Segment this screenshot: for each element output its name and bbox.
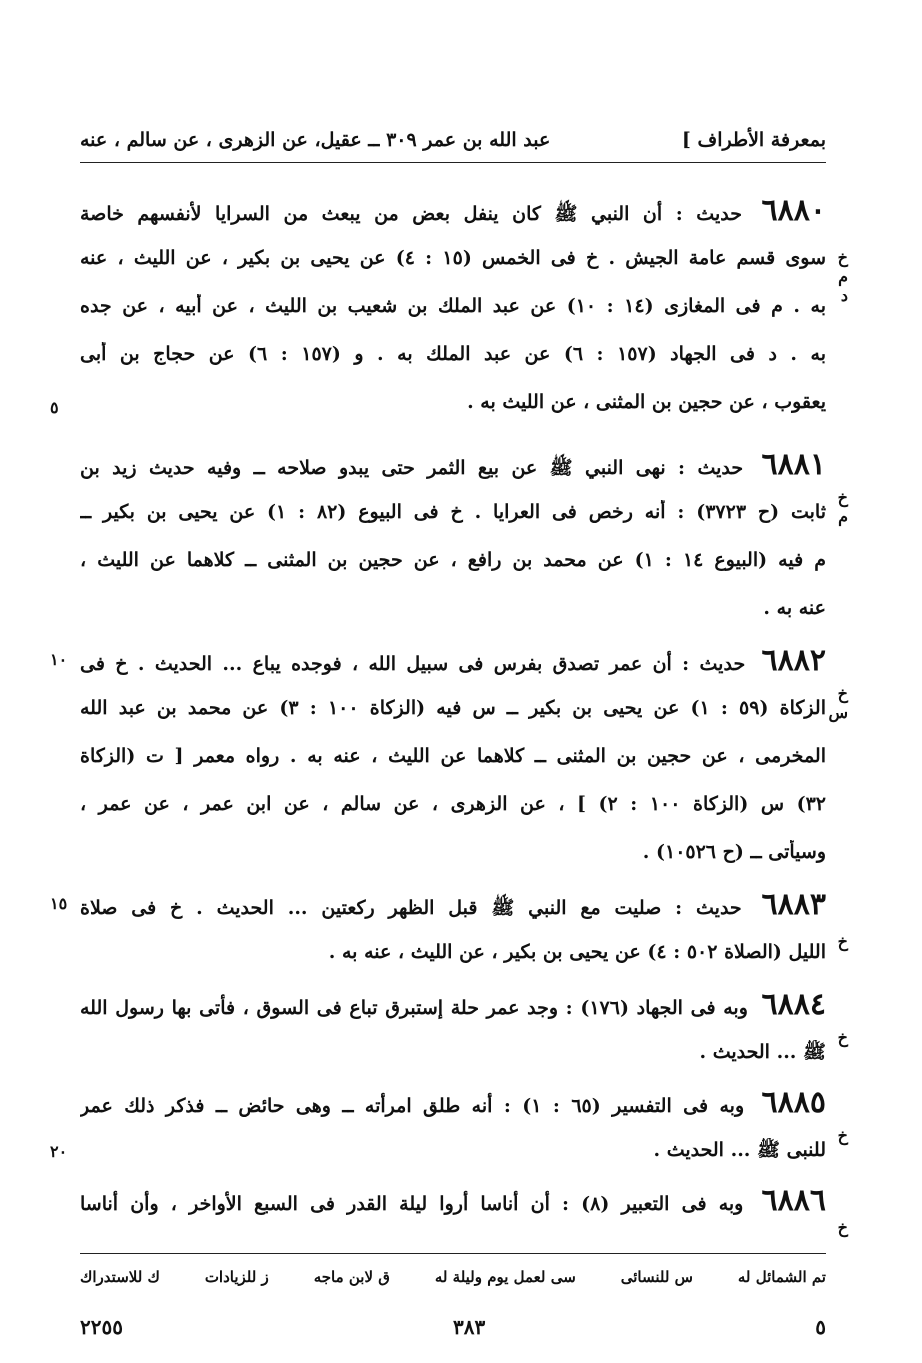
entry-sigla: خ م: [837, 488, 848, 526]
sigla-key-item: ز للزيادات: [204, 1268, 269, 1286]
entry-sigla: خ: [837, 1028, 848, 1047]
running-header: [80, 120, 826, 160]
sigla-key-item: سى لعمل يوم وليلة له: [434, 1268, 576, 1286]
entry-number: ٦٨٨٠: [761, 198, 826, 228]
page-number: ٣٨٣: [452, 1315, 486, 1339]
hadith-entry: [80, 198, 848, 438]
entry-line: به . م فى المغازى (١٤ : ١٠) عن عبد الملك بن شعيب بن الليث ، عن أبيه ، عن جده: [80, 295, 826, 317]
entry-line: به . د فى الجهاد (١٥٧ : ٦) عن عبد الملك به . و (١٥٧ : ٦) عن حجاج بن أبى: [80, 343, 826, 365]
margin-line-number: ٥: [50, 398, 59, 417]
sigla-key-item: تم الشمائل له: [737, 1268, 826, 1286]
entry-line: ٣٢) س (الزكاة ١٠٠ : ٢) ] ، عن الزهرى ، عن سالم ، عن ابن عمر ، عن عمر ،: [80, 793, 826, 815]
volume-page-number: ٢٢٥٥: [80, 1315, 123, 1339]
entry-sigla: خ: [837, 1126, 848, 1145]
sigla-key-item: ق لابن ماجه: [313, 1268, 390, 1286]
page-footer: [80, 1312, 826, 1342]
entry-sigla: خ: [837, 932, 848, 951]
entry-line: الليل (الصلاة ٥٠٢ : ٤) عن يحيى بن بكير ، عن الليث ، عنه به .: [328, 941, 826, 963]
entry-line: ٦٨٨٠ حديث : أن النبي ﷺ كان ينفل بعض من يبعث من السرايا لأنفسهم خاصة: [80, 198, 826, 246]
entry-line: وسيأتى ــ (ح ١٠٥٢٦) .: [642, 841, 826, 863]
entry-line: ٦٨٨٥ وبه فى التفسير (٦٥ : ١) : أنه طلق امرأته ــ وهى حائض ــ فذكر ذلك عمر: [80, 1090, 826, 1138]
entry-number: ٦٨٨٢: [761, 648, 826, 678]
entry-line: ٦٨٨٤ وبه فى الجهاد (١٧٦) : وجد عمر حلة إستبرق تباع فى السوق ، فأتى بها رسول الله: [80, 992, 826, 1040]
entry-line: ٦٨٨١ حديث : نهى النبي ﷺ عن بيع الثمر حتى يبدو صلاحه ــ وفيه حديث زيد بن: [80, 452, 826, 500]
hadith-entry: [80, 992, 848, 1088]
entry-line: الزكاة (٥٩ : ١) عن يحيى بن بكير ــ س فيه (الزكاة ١٠٠ : ٣) عن محمد بن عبد الله: [80, 697, 826, 719]
margin-line-number: ١٥: [50, 894, 68, 913]
hadith-entry: [80, 1090, 848, 1186]
margin-line-number: ٢٠: [50, 1142, 68, 1161]
hadith-entry: [80, 648, 848, 888]
entry-line: ﷺ ... الحديث .: [699, 1041, 826, 1063]
entry-line: يعقوب ، عن حجين بن المثنى ، عن الليث به .: [467, 391, 826, 413]
entry-line: للنبى ﷺ ... الحديث .: [653, 1139, 826, 1161]
entry-sigla: خ س: [828, 684, 848, 722]
sigla-key-item: س للنسائى: [620, 1268, 693, 1286]
sigla-key: [80, 1268, 826, 1294]
entry-sigla: خ: [837, 1218, 848, 1237]
hadith-entry: [80, 452, 848, 644]
entry-line: ثابت (ح ٣٧٢٣) : أنه رخص فى العرايا . خ فى البيوع (٨٢ : ١) عن يحيى بن بكير ــ: [80, 501, 826, 523]
footer-divider: [80, 1253, 826, 1254]
entry-sigla: خ م د: [837, 248, 848, 305]
entry-number: ٦٨٨٤: [761, 992, 826, 1022]
sigla-key-item: ك للاستدراك: [80, 1268, 160, 1286]
entry-line: عنه به .: [763, 597, 826, 619]
hadith-entry: [80, 892, 848, 988]
entry-number: ٦٨٨٦: [761, 1188, 826, 1218]
header-section-title: بمعرفة الأطراف ]: [681, 129, 826, 151]
margin-line-number: ١٠: [50, 650, 68, 669]
entry-line: سوى قسم عامة الجيش . خ فى الخمس (١٥ : ٤) عن يحيى بن بكير ، عن الليث ، عنه: [80, 247, 826, 269]
hadith-entry: [80, 1188, 848, 1237]
entry-line: ٦٨٨٦ وبه فى التعبير (٨) : أن أناسا أروا ليلة القدر فى السبع الأواخر ، وأن أناسا: [80, 1188, 826, 1236]
entry-number: ٦٨٨٣: [761, 892, 826, 922]
header-chain-title: عبد الله بن عمر ٣٠٩ ــ عقيل، عن الزهرى ، عن سالم ، عنه: [80, 129, 551, 151]
footer-side-number: ٥: [815, 1315, 826, 1339]
entry-number: ٦٨٨١: [761, 452, 826, 482]
header-divider: [80, 162, 826, 163]
entry-line: م فيه (البيوع ١٤ : ١) عن محمد بن رافع ، عن حجين بن المثنى ــ كلاهما عن الليث ،: [80, 549, 826, 571]
entry-line: المخرمى ، عن حجين بن المثنى ــ كلاهما عن الليث ، عنه به . رواه معمر [ ت (الزكاة: [80, 745, 826, 767]
entry-line: ٦٨٨٣ حديث : صليت مع النبي ﷺ قبل الظهر ركعتين ... الحديث . خ فى صلاة: [80, 892, 826, 940]
entry-number: ٦٨٨٥: [761, 1090, 826, 1120]
entry-line: ٦٨٨٢ حديث : أن عمر تصدق بفرس فى سبيل الله ، فوجده يباع ... الحديث . خ فى: [80, 648, 826, 696]
